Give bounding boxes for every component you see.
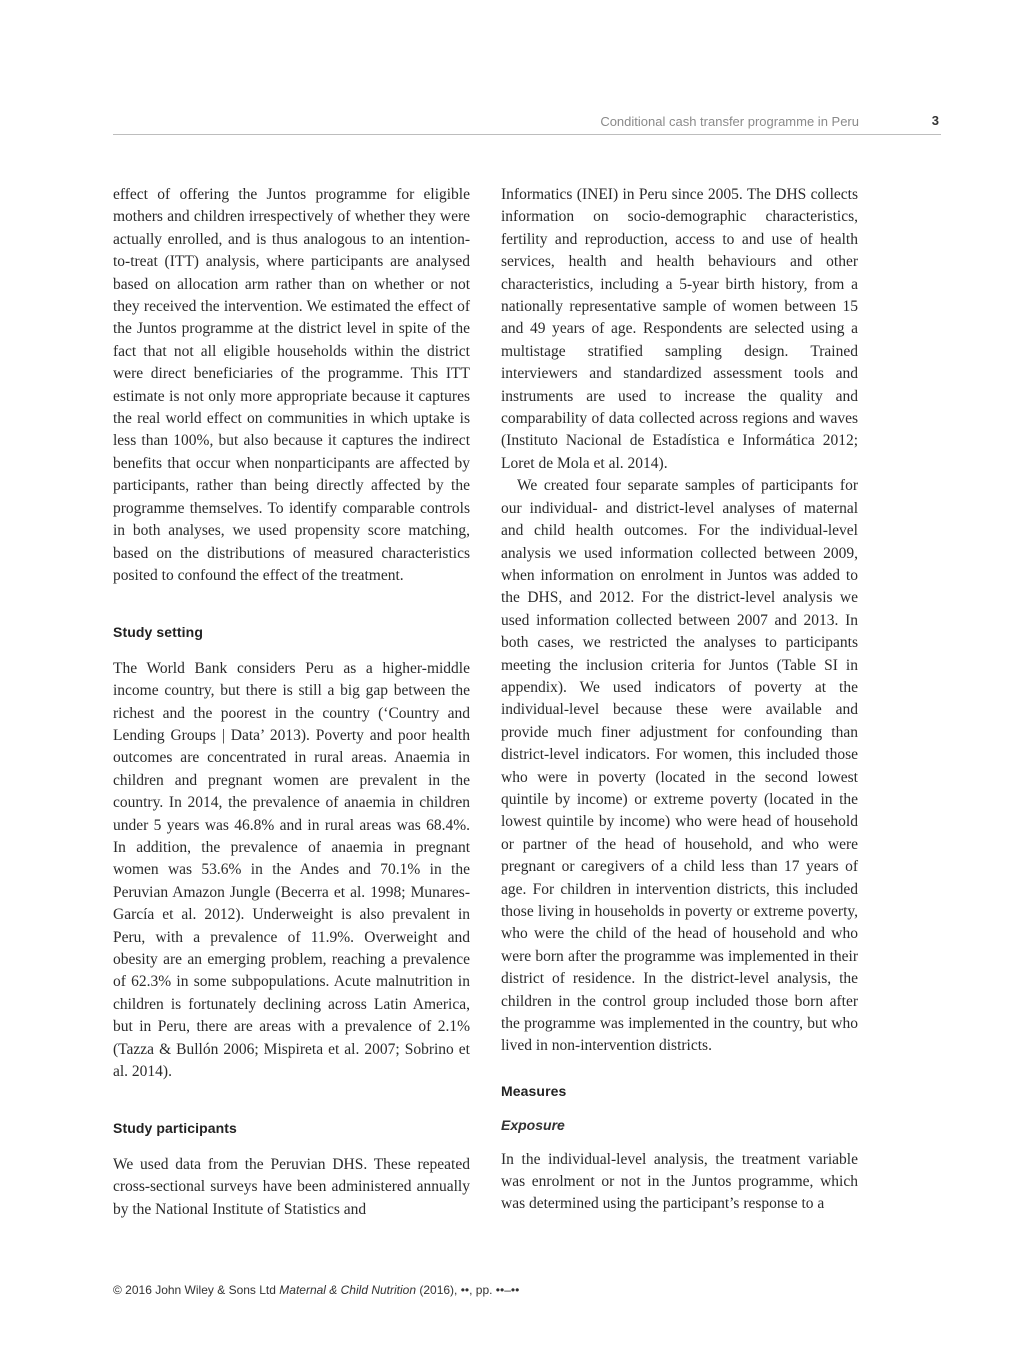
page-footer bbox=[113, 1283, 519, 1297]
subheading-exposure: Exposure bbox=[501, 1117, 565, 1134]
paragraph-dhs-description: Informatics (INEI) in Peru since 2005. The DHS collects information on socio-demographic characteristics, fertility and reproduction, access to and use of health services, health and health behaviours and other characteristics, including a 5-year birth history, from a nationally representative sample of women between 15 and 49 years of age. Respondents are selected using a multistage stratified sampling design. Trained interviewers and standardized assessment tools and instruments are used to increase the quality and comparability of data collected across regions and waves (Instituto Nacional de Estadística e Informática 2012; Loret de Mola et al. 2014). bbox=[501, 186, 858, 472]
paragraph-study-setting: The World Bank considers Peru as a higher-middle income country, but there is still a big gap between the richest and the poorest in the country (‘Country and Lending Groups | Data’ 2013). Poverty and poor health outcomes are concentrated in rural areas. Anaemia in children and pregnant women are prevalent in the country. In 2014, the prevalence of anaemia in children under 5 years was 46.8% and in rural areas was 68.4%. In addition, the prevalence of anaemia in pregnant women was 53.6% in the Andes and 70.1% in the Peruvian Amazon Jungle (Becerra et al. 1998; Munares-García et al. 2012). Underweight is also prevalent in Peru, with a prevalence of 11.9%. Overweight and obesity are an emerging problem, reaching a prevalence of 62.3% in some subpopulations. Acute malnutrition in children is fortunately declining across Latin America, but in Peru, there are areas with a prevalence of 2.1% (Tazza & Bullón 2006; Mispireta et al. 2007; Sobrino et al. 2014). bbox=[113, 659, 470, 1081]
paragraph-study-participants: We used data from the Peruvian DHS. These repeated cross-sectional surveys have been administered annually by the National Institute of Statistics and bbox=[113, 1155, 470, 1218]
footer-citation: (2016), ••, pp. ••–•• bbox=[419, 1283, 520, 1297]
running-title: Conditional cash transfer programme in Peru bbox=[600, 114, 859, 129]
footer-copyright: © 2016 John Wiley & Sons Ltd bbox=[113, 1283, 276, 1297]
paragraph-itt-analysis: effect of offering the Juntos programme for eligible mothers and children irrespectively of whether they were actually enrolled, and is thus analogous to an intention-to-treat (ITT) analysis, where participants are analysed based on allocation arm rather than on whether or not they received the intervention. We estimated the effect of the Juntos programme at the district level in spite of the fact that not all eligible households within the district were direct beneficiaries of the programme. This ITT estimate is not only more appropriate because it captures the real world effect on communities in which uptake is less than 100%, but also because it captures the indirect benefits that occur when nonparticipants are affected by participants, rather than being directly affected by the programme themselves. To identify comparable controls in both analyses, we used propensity score matching, based on the distributions of measured characteristics posited to confound the effect of the treatment. bbox=[113, 186, 470, 584]
paragraph-samples: We created four separate samples of participants for our individual- and district-level analyses of maternal and child health outcomes. For the individual-level analysis we used information collected between 2009, when information on enrolment in Juntos was added to the DHS, and 2012. For the district-level analysis we used information collected between 2007 and 2013. In both cases, we restricted the analyses to participants meeting the inclusion criteria for Juntos (Table SI in appendix). We used indicators of poverty at the individual-level because these were available and provide much finer adjustment for confounding than district-level indicators. For women, this included those who were in poverty (located in the second lowest quintile by income) or extreme poverty (located in the lowest quintile by income) who were head of household or partner of the head of household, and who were pregnant or caregivers of a child less than 17 years of age. For children in intervention districts, this included those living in households in poverty or extreme poverty, who were the child of the head of household and who were born after the programme was implemented in their district of residence. In the district-level analysis, the children in the control group included those born after the programme was implemented in the country, but who lived in non-intervention districts. bbox=[501, 477, 858, 1055]
page-number: 3 bbox=[931, 113, 939, 128]
running-header bbox=[113, 112, 941, 135]
paragraph-exposure: In the individual-level analysis, the treatment variable was enrolment or not in the Juntos programme, which was determined using the participant’s response to a bbox=[501, 1150, 858, 1213]
left-column bbox=[113, 184, 470, 1221]
right-column bbox=[501, 184, 858, 1216]
footer-journal: Maternal & Child Nutrition bbox=[279, 1283, 417, 1297]
heading-study-participants: Study participants bbox=[113, 1120, 237, 1137]
heading-study-setting: Study setting bbox=[113, 624, 203, 641]
heading-measures: Measures bbox=[501, 1082, 567, 1099]
